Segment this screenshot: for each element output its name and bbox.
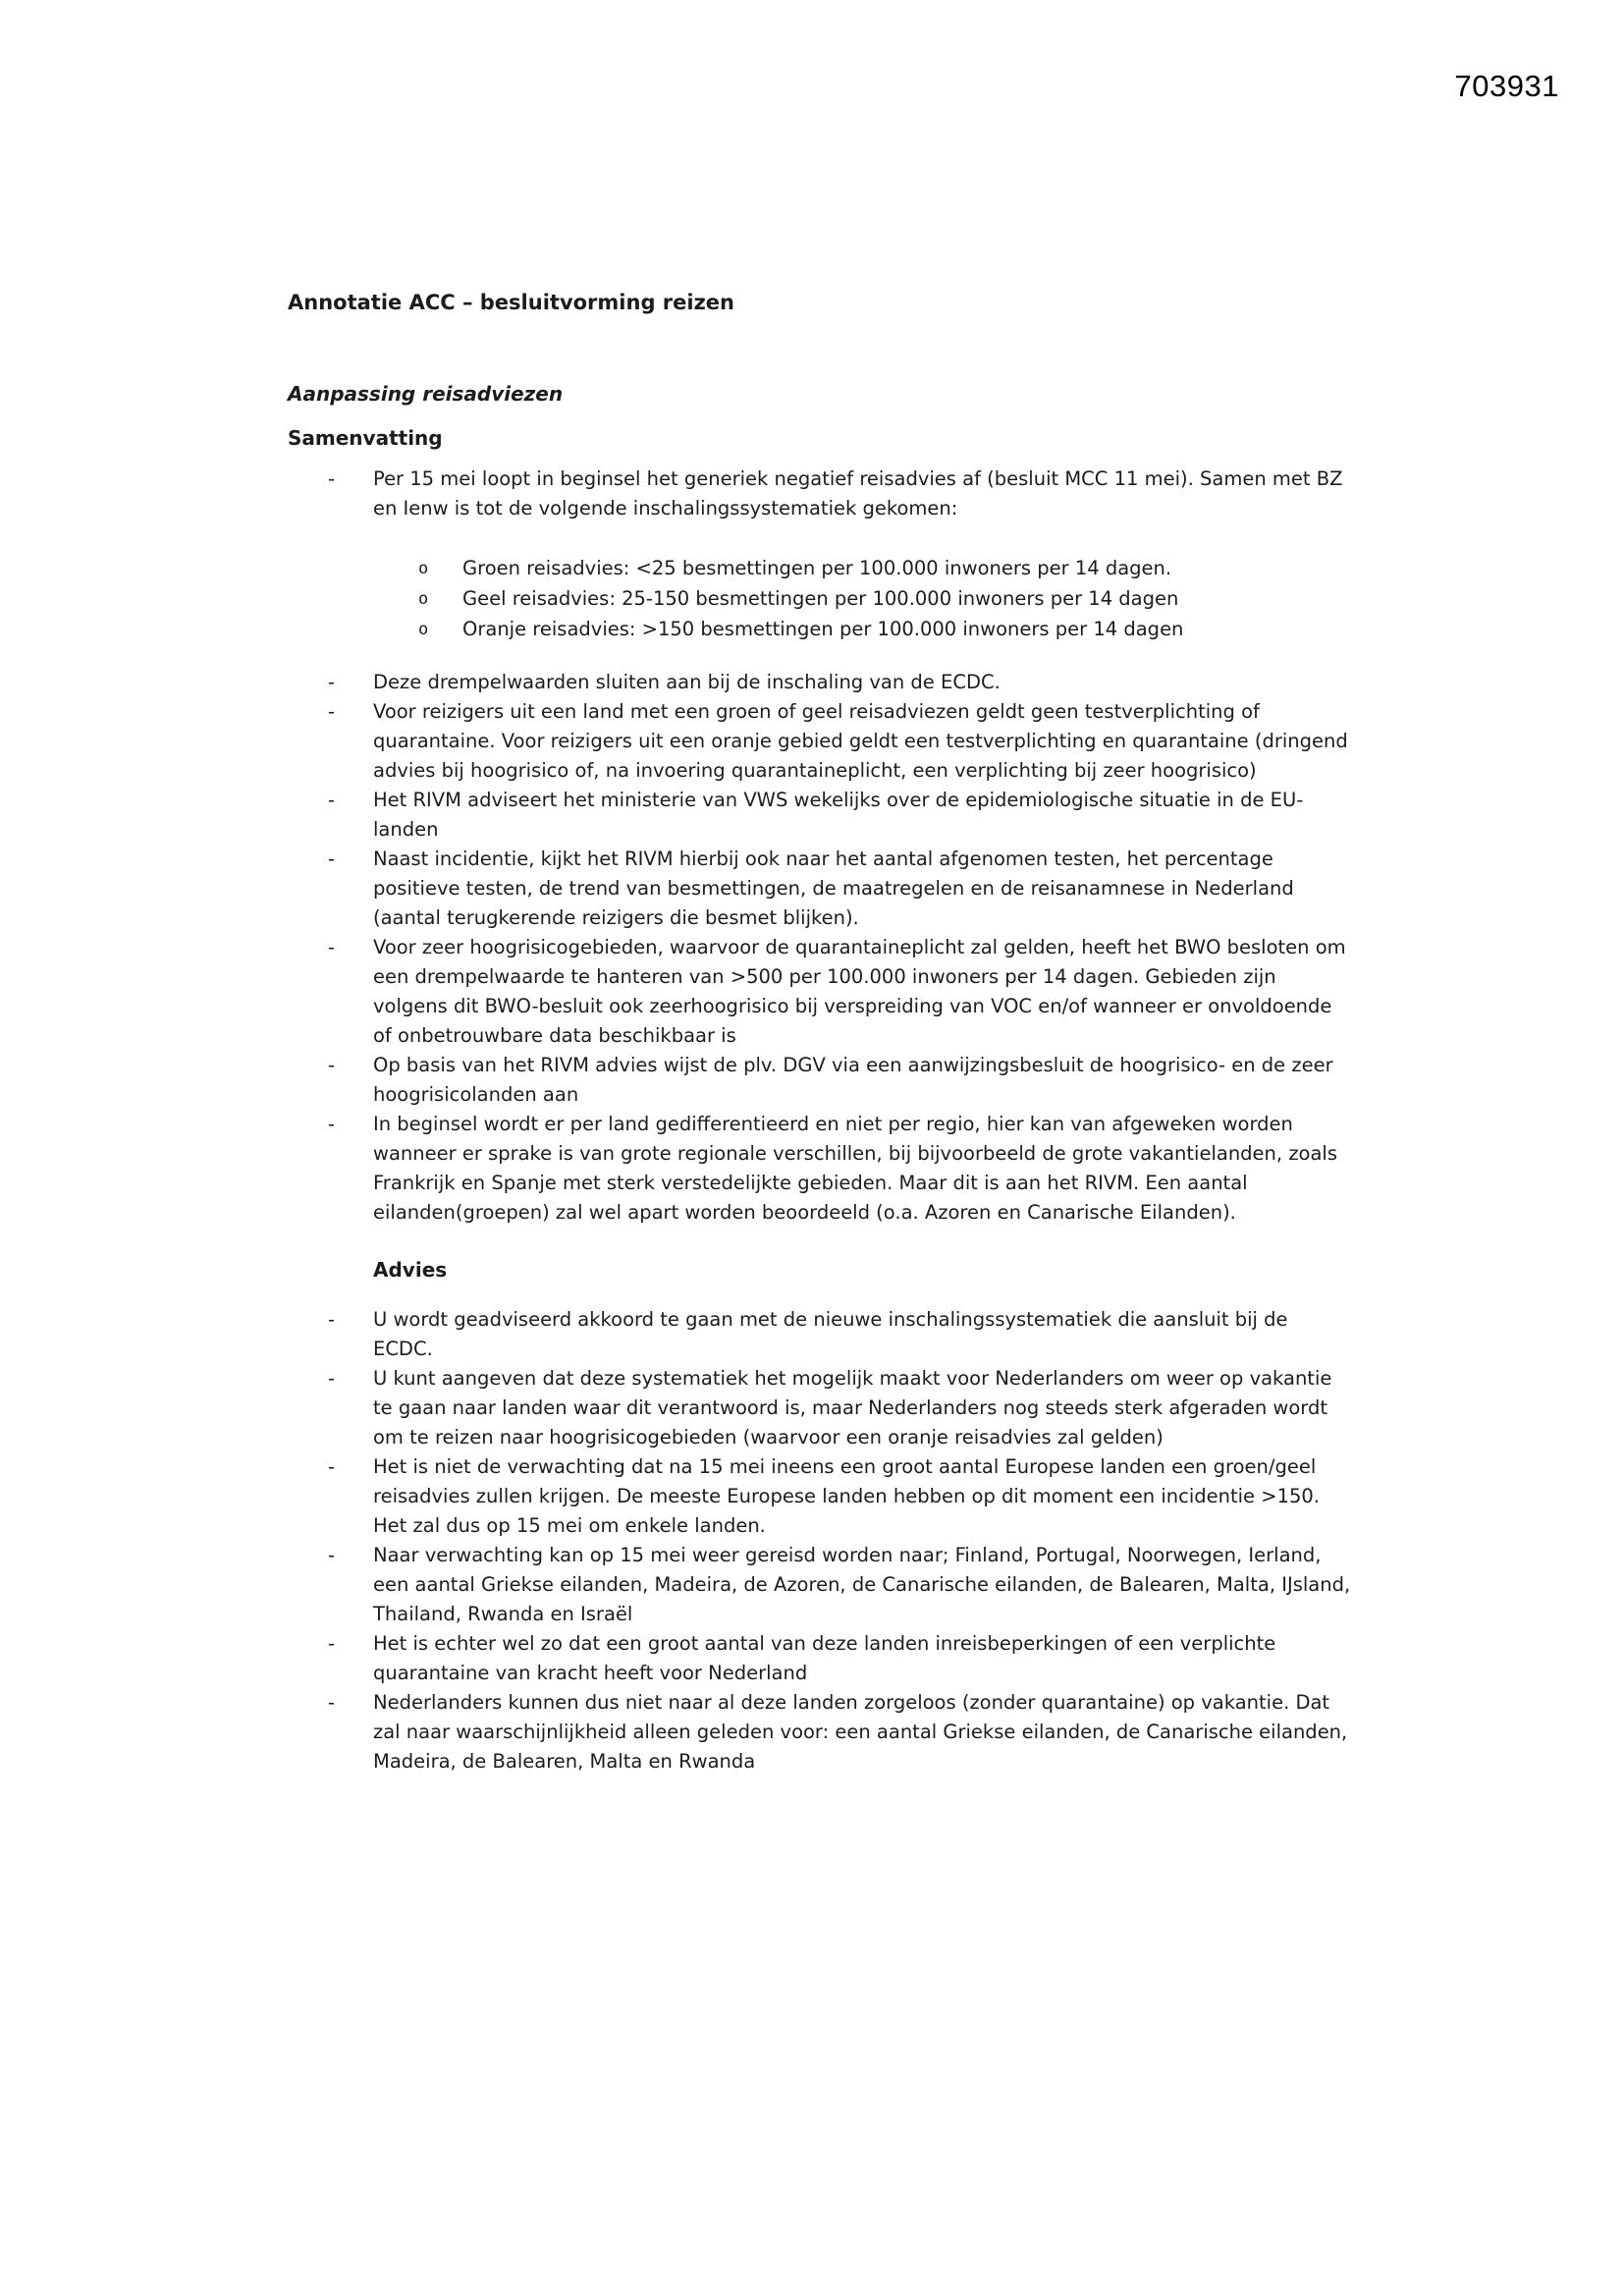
- bullet-item: [288, 845, 1353, 933]
- dash-marker: -: [328, 467, 336, 490]
- sub-bullet-item: [288, 553, 1353, 583]
- circle-marker: o: [418, 559, 429, 578]
- sub-bullet-text: Groen reisadvies: <25 besmettingen per 100.000 inwoners per 14 dagen.: [462, 557, 1172, 579]
- bullet-item: [288, 786, 1353, 845]
- dash-marker: -: [328, 789, 336, 811]
- bullet-item: [288, 1688, 1353, 1777]
- bullet-item: [288, 1364, 1353, 1452]
- bullet-text: Het RIVM adviseert het ministerie van VWS wekelijks over de epidemiologische situatie in de EU-landen: [373, 789, 1304, 841]
- bullet-text: Het is echter wel zo dat een groot aantal van deze landen inreisbeperkingen of een verplichte quarantaine van kracht heeft voor Nederland: [373, 1632, 1276, 1684]
- bullet-item: [288, 1541, 1353, 1629]
- dash-marker: -: [328, 1691, 336, 1714]
- bullet-text: Naast incidentie, kijkt het RIVM hierbij ook naar het aantal afgenomen testen, het percentage positieve testen, de trend van besmettingen, de maatregelen en de reisanamnese in Nederland (aantal terugkerende reizigers die besmet blijken).: [373, 847, 1294, 929]
- section-heading-advies: Advies: [373, 1258, 448, 1282]
- dash-marker: -: [328, 936, 336, 958]
- dash-marker: -: [328, 1113, 336, 1135]
- dash-marker: -: [328, 1632, 336, 1655]
- bullet-item: [288, 1629, 1353, 1688]
- samenvatting-bullet-list: [288, 465, 1353, 1228]
- sub-bullet-item: [288, 583, 1353, 614]
- doc-number: 703931: [1454, 69, 1559, 103]
- dash-marker: -: [328, 847, 336, 870]
- bullet-text: Nederlanders kunnen dus niet naar al deze landen zorgeloos (zonder quarantaine) op vakantie. Dat zal naar waarschijnlijkheid alleen geleden voor: een aantal Griekse eilanden, de Canarische eilanden, Madeira, de Balearen, Malta en Rwanda: [373, 1691, 1348, 1773]
- sub-bullet-text: Geel reisadvies: 25-150 besmettingen per 100.000 inwoners per 14 dagen: [462, 587, 1179, 610]
- bullet-item: [288, 465, 1353, 523]
- dash-marker: -: [328, 1308, 336, 1331]
- circle-marker: o: [418, 620, 429, 639]
- sub-bullet-list: [288, 553, 1353, 644]
- circle-marker: o: [418, 589, 429, 609]
- bullet-text: Deze drempelwaarden sluiten aan bij de inschaling van de ECDC.: [373, 671, 1001, 693]
- bullet-text: Voor zeer hoogrisicogebieden, waarvoor de quarantaineplicht zal gelden, heeft het BWO besloten om een drempelwaarde te hanteren van >500 per 100.000 inwoners per 14 dagen. Gebieden zijn volgens dit BWO-besluit ook zeerhoogrisico bij verspreiding van VOC en/of wanneer er onvoldoende of onbetrouwbare data beschikbaar is: [373, 936, 1346, 1047]
- bullet-item: [288, 933, 1353, 1051]
- dash-marker: -: [328, 671, 336, 693]
- bullet-text: In beginsel wordt er per land gedifferentieerd en niet per regio, hier kan van afgeweken worden wanneer er sprake is van grote regionale verschillen, bij bijvoorbeeld de grote vakantielanden, zoals Frankrijk en Spanje met sterk verstedelijkte gebieden. Maar dit is aan het RIVM. Een aantal eilanden(groepen) zal wel apart worden beoordeeld (o.a. Azoren en Canarische Eilanden).: [373, 1113, 1338, 1224]
- advies-bullet-list: [288, 1305, 1353, 1777]
- document-content: [288, 288, 1353, 1777]
- document-subtitle: Aanpassing reisadviezen: [288, 382, 564, 406]
- bullet-item: [288, 1051, 1353, 1110]
- section-heading-samenvatting: Samenvatting: [288, 426, 443, 450]
- document-title: Annotatie ACC – besluitvorming reizen: [288, 291, 734, 314]
- dash-marker: -: [328, 1367, 336, 1390]
- dash-marker: -: [328, 1054, 336, 1076]
- bullet-item: [288, 668, 1353, 697]
- dash-marker: -: [328, 1544, 336, 1566]
- bullet-item: [288, 1305, 1353, 1364]
- bullet-text: Voor reizigers uit een land met een groen of geel reisadviezen geldt geen testverplichting of quarantaine. Voor reizigers uit een oranje gebied geldt een testverplichting en quarantaine (dringend advies bij hoogrisico of, na invoering quarantaineplicht, een verplichting bij zeer hoogrisico): [373, 700, 1348, 782]
- sub-bullet-text: Oranje reisadvies: >150 besmettingen per 100.000 inwoners per 14 dagen: [462, 618, 1184, 640]
- bullet-text: Per 15 mei loopt in beginsel het generiek negatief reisadvies af (besluit MCC 11 mei). Samen met BZ en Ienw is tot de volgende inschalingssystematiek gekomen:: [373, 467, 1343, 519]
- bullet-item: [288, 1110, 1353, 1228]
- bullet-text: Het is niet de verwachting dat na 15 mei ineens een groot aantal Europese landen een groen/geel reisadvies zullen krijgen. De meeste Europese landen hebben op dit moment een incidentie >150. Het zal dus op 15 mei om enkele landen.: [373, 1455, 1321, 1537]
- bullet-item: [288, 697, 1353, 786]
- dash-marker: -: [328, 700, 336, 723]
- bullet-item: [288, 1452, 1353, 1541]
- bullet-text: U kunt aangeven dat deze systematiek het mogelijk maakt voor Nederlanders om weer op vakantie te gaan naar landen waar dit verantwoord is, maar Nederlanders nog steeds sterk afgeraden wordt om te reizen naar hoogrisicogebieden (waarvoor een oranje reisadvies zal gelden): [373, 1367, 1332, 1449]
- bullet-text: Op basis van het RIVM advies wijst de plv. DGV via een aanwijzingsbesluit de hoogrisico- en de zeer hoogrisicolanden aan: [373, 1054, 1333, 1106]
- dash-marker: -: [328, 1455, 336, 1478]
- bullet-text: Naar verwachting kan op 15 mei weer gereisd worden naar; Finland, Portugal, Noorwegen, Ierland, een aantal Griekse eilanden, Madeira, de Azoren, de Canarische eilanden, de Balearen, Malta, IJsland, Thailand, Rwanda en Israël: [373, 1544, 1351, 1625]
- bullet-text: U wordt geadviseerd akkoord te gaan met de nieuwe inschalingssystematiek die aansluit bij de ECDC.: [373, 1308, 1288, 1360]
- sub-bullet-item: [288, 614, 1353, 644]
